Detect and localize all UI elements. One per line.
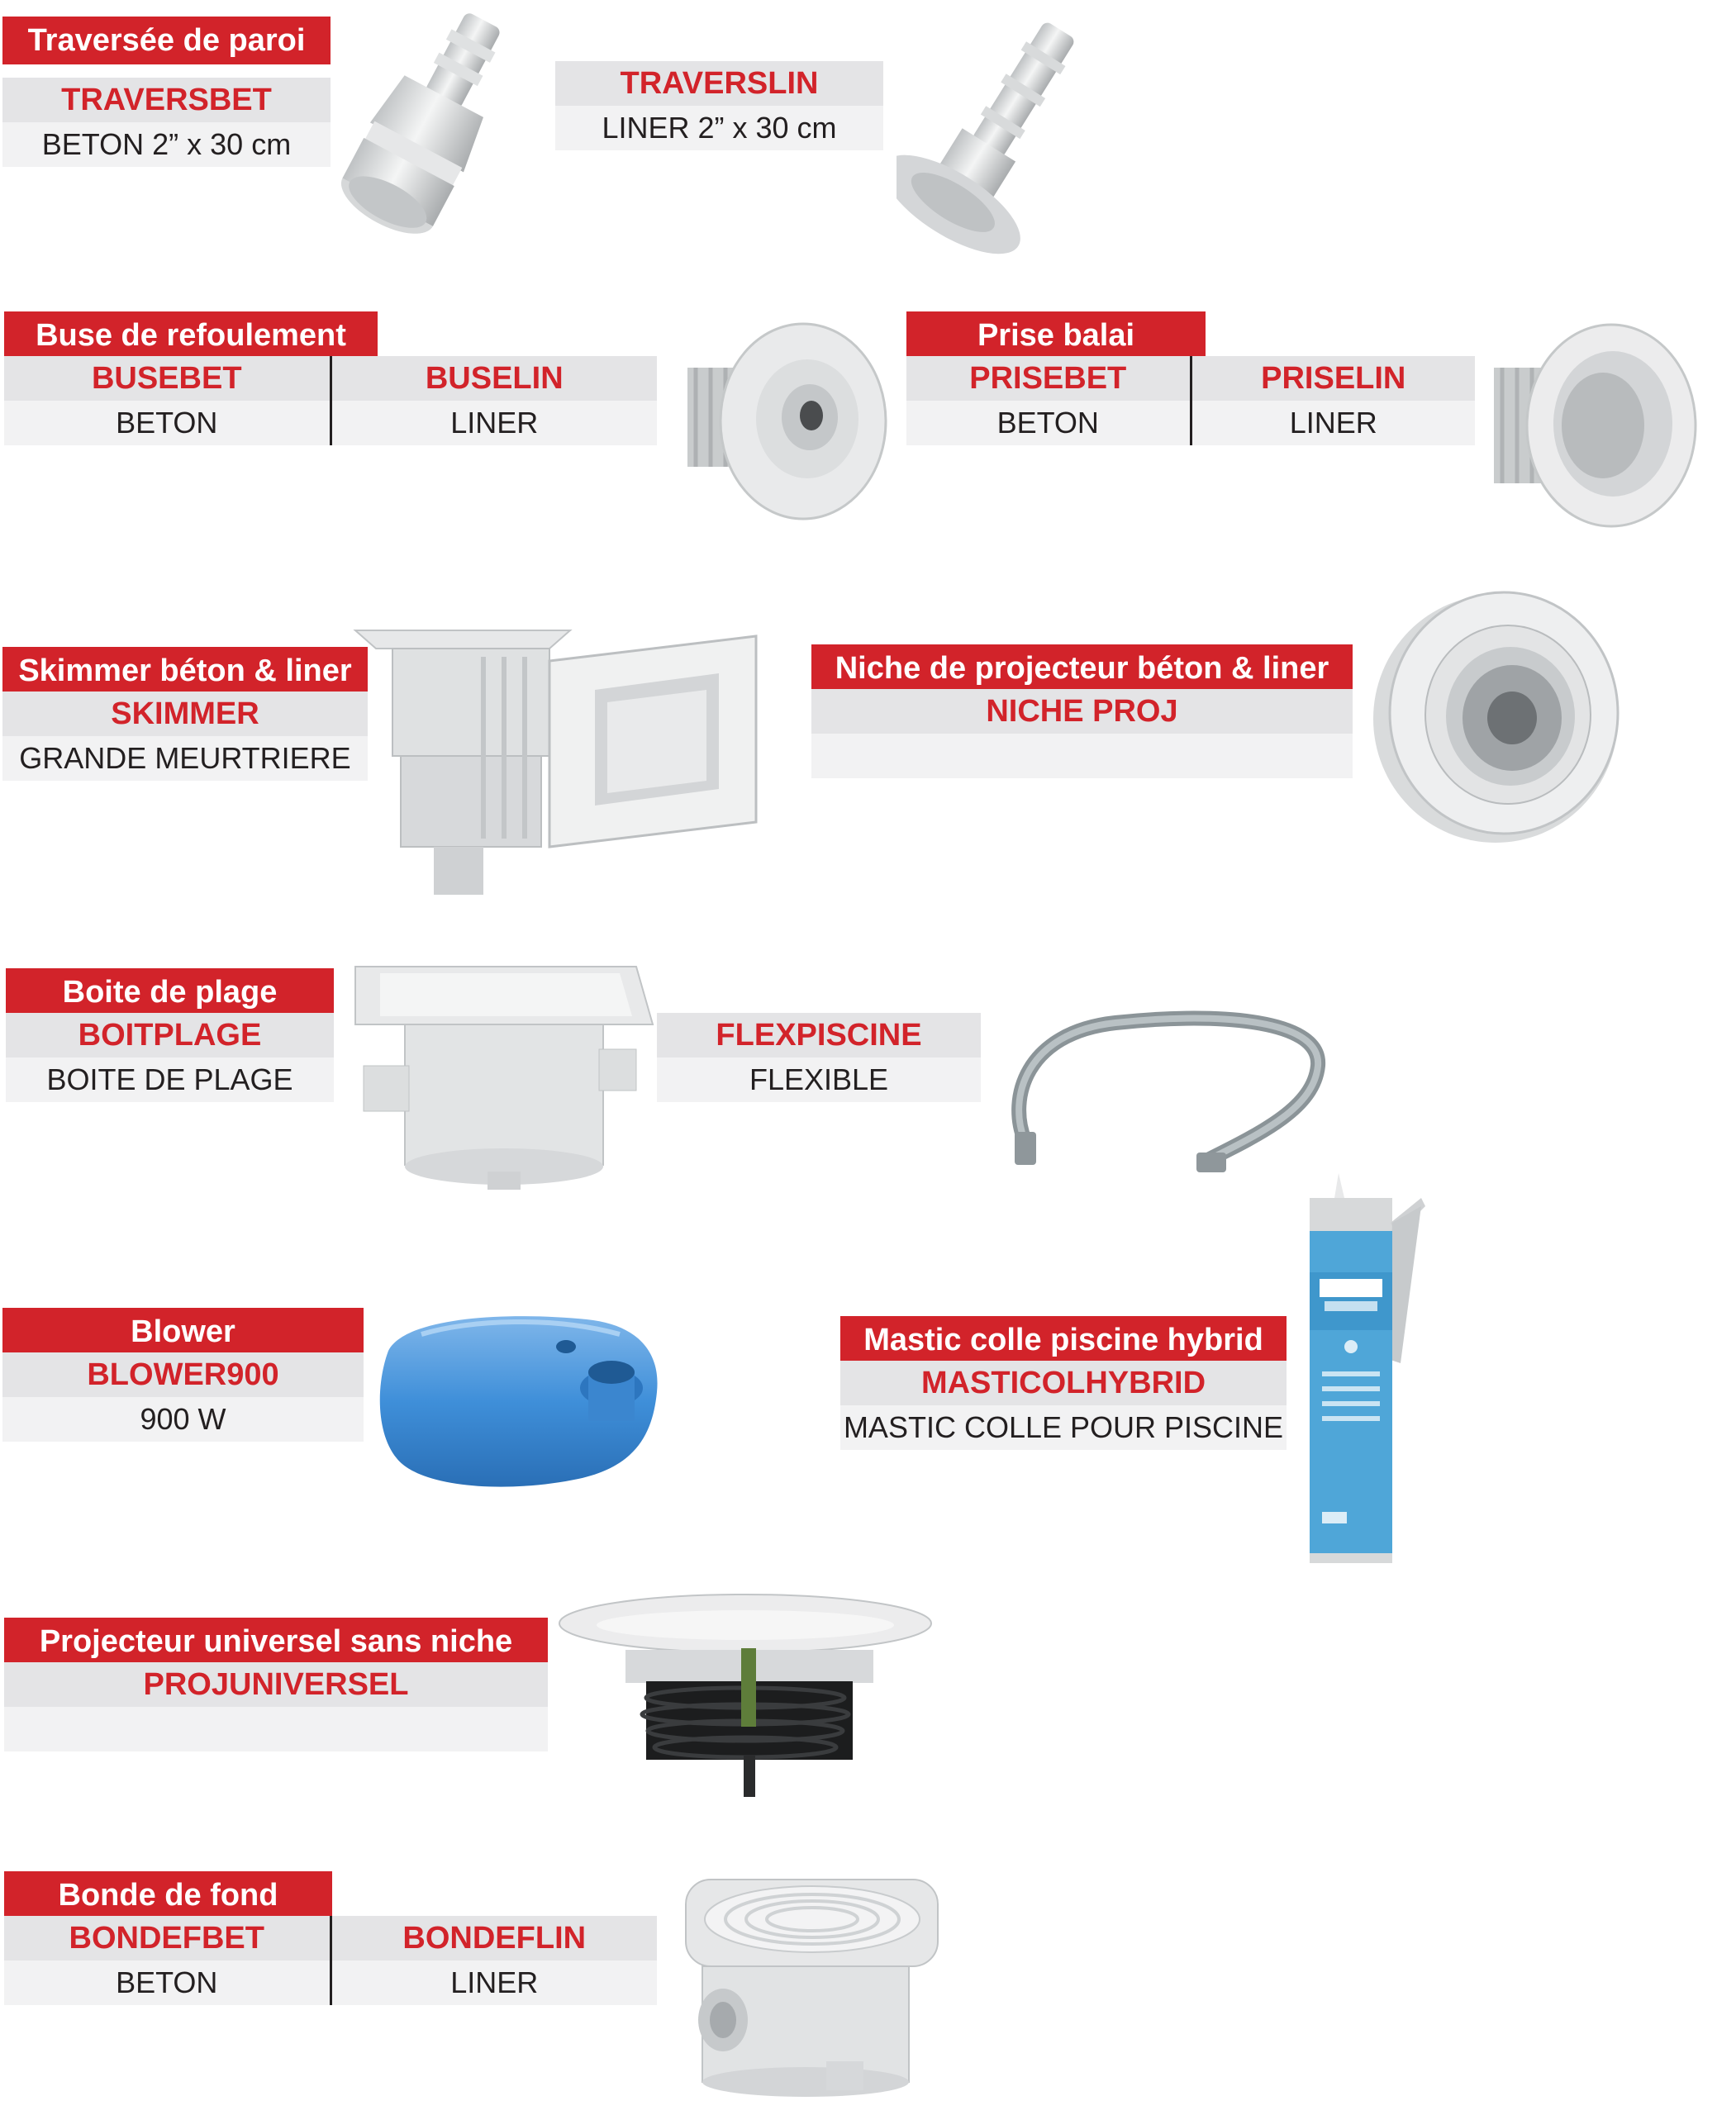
- product-code: TRAVERSBET: [2, 78, 331, 122]
- product-desc: LINER: [332, 401, 658, 445]
- card-title: Traversée de paroi: [2, 17, 331, 64]
- card-title: Projecteur universel sans niche: [4, 1618, 548, 1666]
- product-code: BLOWER900: [2, 1352, 364, 1397]
- card-bonde: [4, 1871, 657, 2003]
- blower-image: [372, 1301, 678, 1500]
- product-desc: GRANDE MEURTRIERE: [2, 736, 368, 781]
- product-desc: BETON: [4, 1961, 330, 2005]
- product-code: PRISEBET: [906, 356, 1190, 401]
- product-code: SKIMMER: [2, 692, 368, 736]
- product-desc: FLEXIBLE: [657, 1058, 981, 1102]
- traversee-beton-image: [335, 0, 516, 248]
- card-boite: [6, 968, 334, 1100]
- card-blower: [2, 1308, 364, 1440]
- product-code: FLEXPISCINE: [657, 1013, 981, 1058]
- card-title: Boite de plage: [6, 968, 334, 1016]
- card-buse: [4, 311, 657, 444]
- product-code: BUSELIN: [332, 356, 658, 401]
- product-code: BOITPLAGE: [6, 1013, 334, 1058]
- product-desc: LINER: [332, 1961, 658, 2005]
- card-title: Bonde de fond: [4, 1871, 332, 1919]
- product-code: NICHE PROJ: [811, 689, 1353, 734]
- niche-projecteur-image: [1363, 582, 1628, 847]
- card-prise: [906, 311, 1475, 444]
- product-desc: [811, 734, 1353, 778]
- flexible-image: [992, 1000, 1339, 1181]
- product-code: MASTICOLHYBRID: [840, 1361, 1287, 1405]
- product-desc: LINER 2” x 30 cm: [555, 106, 883, 150]
- product-code: TRAVERSLIN: [555, 61, 883, 106]
- card-traverslin: [555, 17, 883, 149]
- traversee-liner-image: [897, 8, 1103, 256]
- bonde-fond-image: [678, 1855, 946, 2103]
- product-code: PROJUNIVERSEL: [4, 1662, 548, 1707]
- buse-image: [679, 318, 890, 525]
- card-flex: [657, 968, 981, 1100]
- product-desc: LINER: [1192, 401, 1476, 445]
- product-code: BONDEFBET: [4, 1916, 330, 1961]
- card-skimmer: [2, 647, 368, 779]
- card-title: Niche de projecteur béton & liner: [811, 644, 1353, 692]
- projecteur-universel-image: [555, 1590, 935, 1801]
- card-traversee: [2, 17, 331, 161]
- card-title: Prise balai: [906, 311, 1206, 359]
- product-desc: BETON 2” x 30 cm: [2, 122, 331, 167]
- product-desc: 900 W: [2, 1397, 364, 1442]
- product-code: BUSEBET: [4, 356, 330, 401]
- card-title: Blower: [2, 1308, 364, 1356]
- product-desc: MASTIC COLLE POUR PISCINE: [840, 1405, 1287, 1450]
- product-code: BONDEFLIN: [332, 1916, 658, 1961]
- card-niche: [811, 644, 1353, 777]
- card-title: Mastic colle piscine hybrid: [840, 1316, 1287, 1364]
- mastic-cartridge-image: [1301, 1173, 1434, 1566]
- prise-balai-image: [1487, 318, 1702, 533]
- card-title: Skimmer béton & liner: [2, 647, 368, 695]
- card-mastic: [840, 1316, 1287, 1448]
- product-desc: BETON: [906, 401, 1190, 445]
- product-desc: BETON: [4, 401, 330, 445]
- product-desc: [4, 1707, 548, 1751]
- card-projecteur: [4, 1618, 548, 1750]
- product-desc: BOITE DE PLAGE: [6, 1058, 334, 1102]
- skimmer-image: [351, 624, 764, 905]
- product-code: PRISELIN: [1192, 356, 1476, 401]
- card-title: Buse de refoulement: [4, 311, 378, 359]
- boite-plage-image: [347, 950, 661, 1198]
